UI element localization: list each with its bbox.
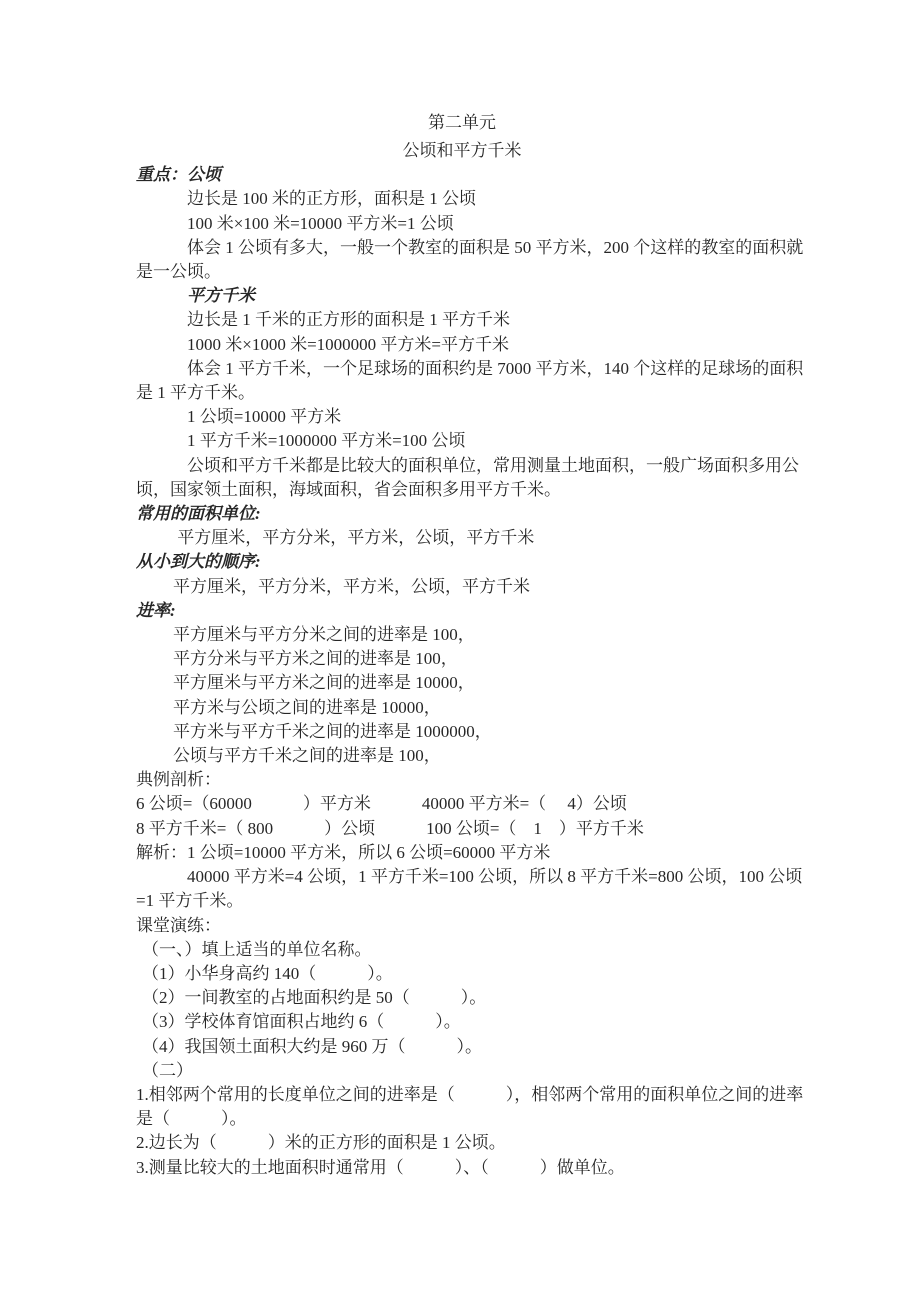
exercise-item: （1）小华身高约 140（ ）。 <box>142 963 393 983</box>
rate-line: 公顷与平方千米之间的进率是 100， <box>173 746 441 766</box>
exercise-item: （4）我国领土面积大约是 960 万（ ）。 <box>142 1036 482 1056</box>
exercise-item: 是（ ）。 <box>136 1109 247 1129</box>
practice-part-one-heading: （一、）填上适当的单位名称。 <box>142 939 372 959</box>
definition-line: 边长是 100 米的正方形，面积是 1 公顷 <box>187 189 476 209</box>
exercise-item: 1.相邻两个常用的长度单位之间的进率是（ ），相邻两个常用的面积单位之间的进率 <box>136 1084 804 1104</box>
rate-line: 平方分米与平方米之间的进率是 100， <box>173 649 458 669</box>
section-heading-square-km: 平方千米 <box>187 286 255 306</box>
unit-title: 第二单元 <box>428 113 496 132</box>
practice-part-two-heading: （二） <box>142 1060 193 1080</box>
section-heading-order: 从小到大的顺序: <box>136 552 261 572</box>
explanation-line: 公顷和平方千米都是比较大的面积单位，常用测量土地面积，一般广场面积多用公 <box>187 455 799 475</box>
rate-line: 平方米与公顷之间的进率是 10000， <box>173 697 441 717</box>
section-heading-practice: 课堂演练： <box>136 915 221 935</box>
page-title: 公顷和平方千米 <box>402 141 522 160</box>
section-heading-conversion-rate: 进率: <box>136 600 176 620</box>
example-problem-line: 8 平方千米=（ 800 ）公顷 100 公顷=（ 1 ）平方千米 <box>136 818 644 838</box>
rate-line: 平方厘米与平方米之间的进率是 10000， <box>173 673 475 693</box>
definition-line: 边长是 1 千米的正方形的面积是 1 平方千米 <box>187 310 510 330</box>
formula-line: 1 平方千米=1000000 平方米=100 公顷 <box>187 431 466 451</box>
explanation-line: 顷，国家领土面积，海域面积，省会面积多用平方千米。 <box>136 479 561 499</box>
exercise-item: 2.边长为（ ）米的正方形的面积是 1 公顷。 <box>136 1133 506 1153</box>
explanation-line: 是 1 平方千米。 <box>136 383 255 403</box>
section-heading-example: 典例剖析： <box>136 770 221 790</box>
example-solution-line: 40000 平方米=4 公顷，1 平方千米=100 公顷，所以 8 平方千米=800 公顷，100 公顷 <box>187 867 803 887</box>
section-heading-common-units: 常用的面积单位: <box>136 504 261 524</box>
exercise-item: 3.测量比较大的土地面积时通常用（ ）、（ ）做单位。 <box>136 1157 625 1177</box>
rate-line: 平方厘米与平方分米之间的进率是 100， <box>173 625 475 645</box>
formula-line: 1000 米×1000 米=1000000 平方米=平方千米 <box>187 334 510 354</box>
section-heading-key-point: 重点：公顷 <box>136 165 221 185</box>
explanation-line: 是一公顷。 <box>136 262 221 282</box>
example-problem-line: 6 公顷=（60000 ）平方米 40000 平方米=（ 4）公顷 <box>136 794 627 814</box>
unit-list-line: 平方厘米，平方分米，平方米，公顷，平方千米 <box>173 528 535 548</box>
formula-line: 100 米×100 米=10000 平方米=1 公顷 <box>187 213 454 233</box>
example-solution-line: 解析：1 公顷=10000 平方米，所以 6 公顷=60000 平方米 <box>136 842 551 862</box>
exercise-item: （2）一间教室的占地面积约是 50（ ）。 <box>142 988 487 1008</box>
rate-line: 平方米与平方千米之间的进率是 1000000， <box>173 721 492 741</box>
explanation-line: 体会 1 平方千米，一个足球场的面积约是 7000 平方米，140 个这样的足球场的面积 <box>187 358 804 378</box>
example-solution-line: =1 平方千米。 <box>136 891 244 911</box>
explanation-line: 体会 1 公顷有多大，一般一个教室的面积是 50 平方米，200 个这样的教室的面积就 <box>187 237 804 257</box>
unit-list-line: 平方厘米，平方分米，平方米，公顷，平方千米 <box>173 576 530 596</box>
formula-line: 1 公顷=10000 平方米 <box>187 407 342 427</box>
exercise-item: （3）学校体育馆面积占地约 6（ ）。 <box>142 1012 461 1032</box>
